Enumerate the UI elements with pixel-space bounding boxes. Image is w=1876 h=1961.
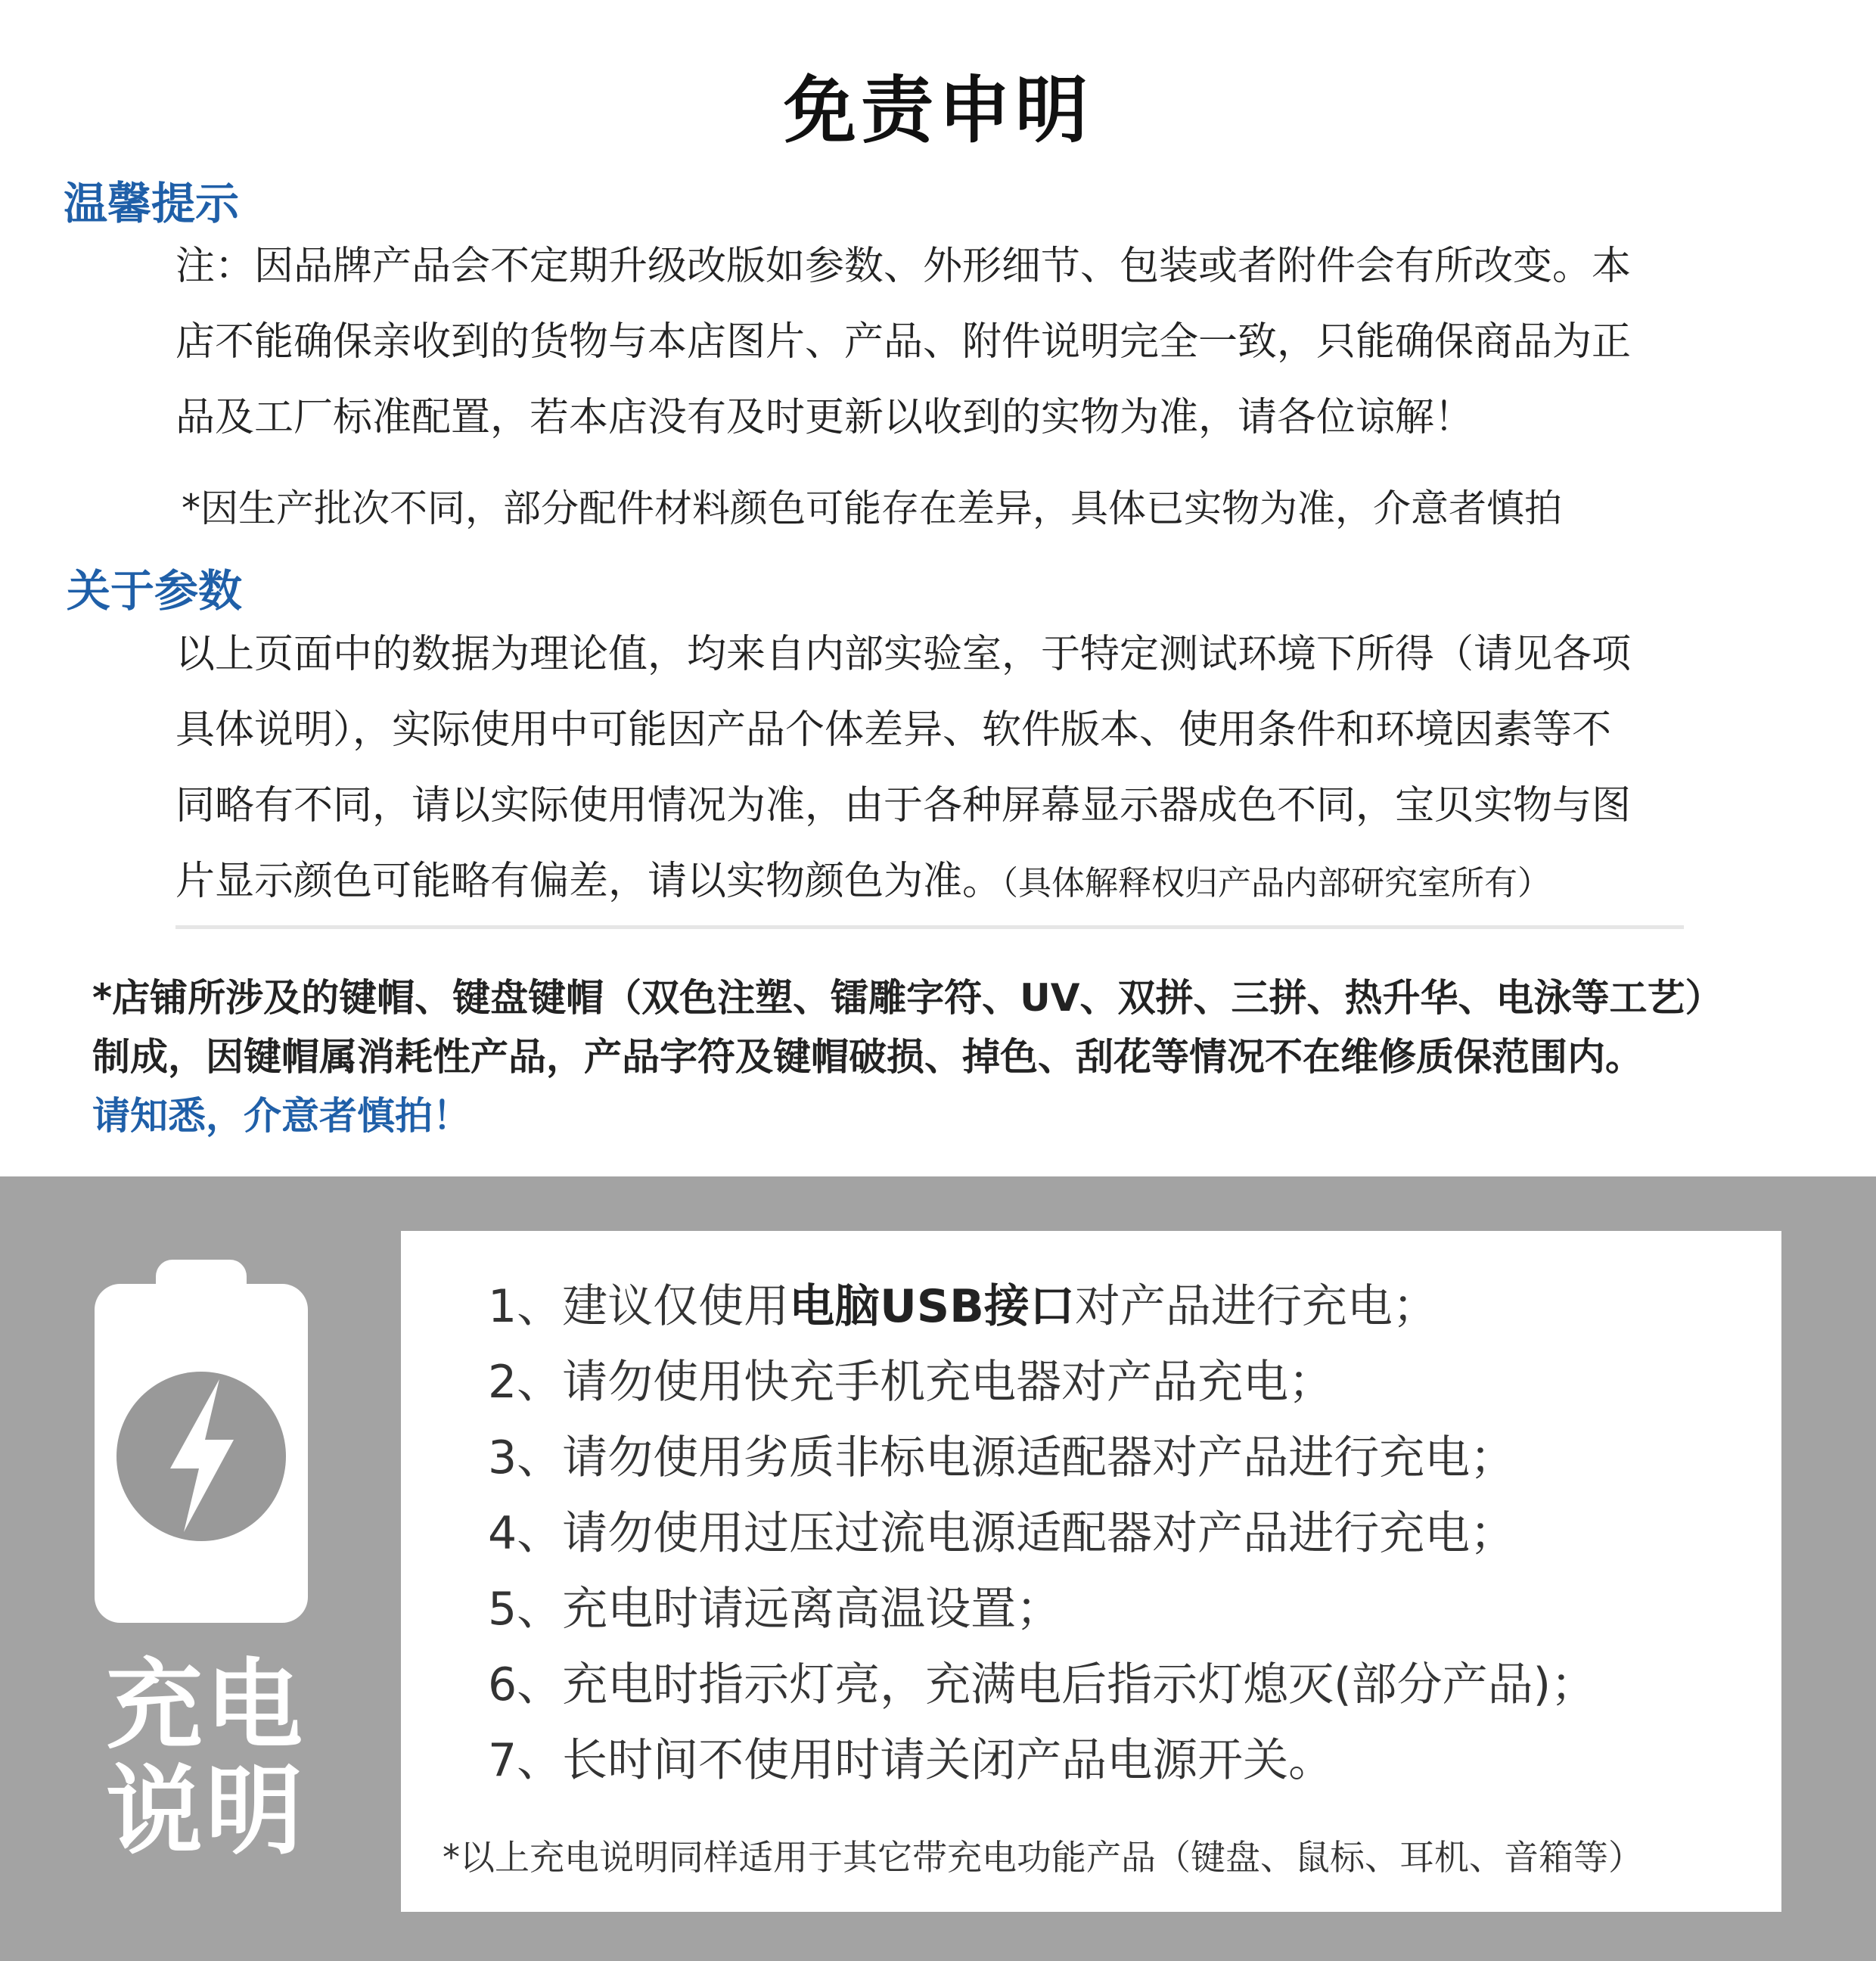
list-item — [488, 1269, 1774, 1344]
warm-tips-line-1: 注：因品牌产品会不定期升级改版如参数、外形细节、包装或者附件会有所改变。本 — [175, 244, 1632, 289]
item-1-prefix: 1、建议仅使用 — [488, 1280, 790, 1333]
keycap-notice-line-3: 请知悉，介意者慎拍！ — [92, 1094, 471, 1138]
charging-applicability-note: *以上充电说明同样适用于其它带充电功能产品（键盘、鼠标、耳机、音箱等） — [443, 1837, 1643, 1878]
list-item: 4、请勿使用过压过流电源适配器对产品进行充电； — [488, 1507, 1516, 1560]
params-line-4-main: 片显示颜色可能略有偏差，请以实物颜色为准。 — [175, 859, 1002, 904]
batch-color-note: *因生产批次不同，部分配件材料颜色可能存在差异，具体已实物为准，介意者慎拍 — [182, 486, 1562, 530]
params-line-4 — [175, 844, 1688, 921]
params-line-1: 以上页面中的数据为理论值，均来自内部实验室，于特定测试环境下所得（请见各项 — [175, 632, 1632, 677]
warm-tips-text — [175, 228, 1688, 455]
charging-label-line-2: 说明 — [106, 1755, 306, 1868]
list-item: 5、充电时请远离高温设置； — [488, 1583, 1062, 1636]
list-item: 2、请勿使用快充手机充电器对产品充电； — [488, 1356, 1334, 1409]
warm-tips-line-2: 店不能确保亲收到的货物与本店图片、产品、附件说明完全一致，只能确保商品为正 — [175, 319, 1632, 365]
list-item: 3、请勿使用劣质非标电源适配器对产品进行充电； — [488, 1431, 1516, 1484]
params-line-3: 同略有不同，请以实际使用情况为准，由于各种屏幕显示器成色不同，宝贝实物与图 — [175, 783, 1632, 828]
battery-lightning-icon — [95, 1260, 308, 1623]
charging-section — [0, 1176, 1876, 1961]
params-text — [175, 617, 1688, 921]
params-line-4-small: （具体解释权归产品内部研究室所有） — [1002, 864, 1551, 903]
keycap-notice-line-2: 制成，因键帽属消耗性产品，产品字符及键帽破损、掉色、刮花等情况不在维修质保范围内。 — [92, 1035, 1643, 1079]
charging-instructions-list — [488, 1269, 1774, 1798]
warm-tips-heading: 温馨提示 — [64, 178, 240, 229]
page-title: 免责申明 — [784, 68, 1092, 153]
keycap-notice — [92, 968, 1847, 1145]
keycap-notice-line-1: *店铺所涉及的键帽、键盘键帽（双色注塑、镭雕字符、UV、双拼、三拼、热升华、电泳等工艺） — [92, 976, 1723, 1020]
list-item: 6、充电时指示灯亮，充满电后指示灯熄灭(部分产品)； — [488, 1658, 1596, 1711]
section-divider — [175, 925, 1684, 929]
charging-instructions-card — [401, 1231, 1781, 1912]
params-heading: 关于参数 — [67, 565, 243, 617]
charging-label-line-1: 充电 — [106, 1649, 306, 1762]
item-1-suffix: 对产品进行充电； — [1074, 1280, 1438, 1333]
charging-label — [106, 1649, 306, 1868]
warm-tips-line-3: 品及工厂标准配置，若本店没有及时更新以收到的实物为准，请各位谅解！ — [175, 395, 1474, 440]
params-line-2: 具体说明），实际使用中可能因产品个体差异、软件版本、使用条件和环境因素等不 — [175, 707, 1612, 753]
item-1-bold: 电脑USB接口 — [789, 1280, 1075, 1333]
list-item: 7、长时间不使用时请关闭产品电源开关。 — [488, 1734, 1334, 1787]
